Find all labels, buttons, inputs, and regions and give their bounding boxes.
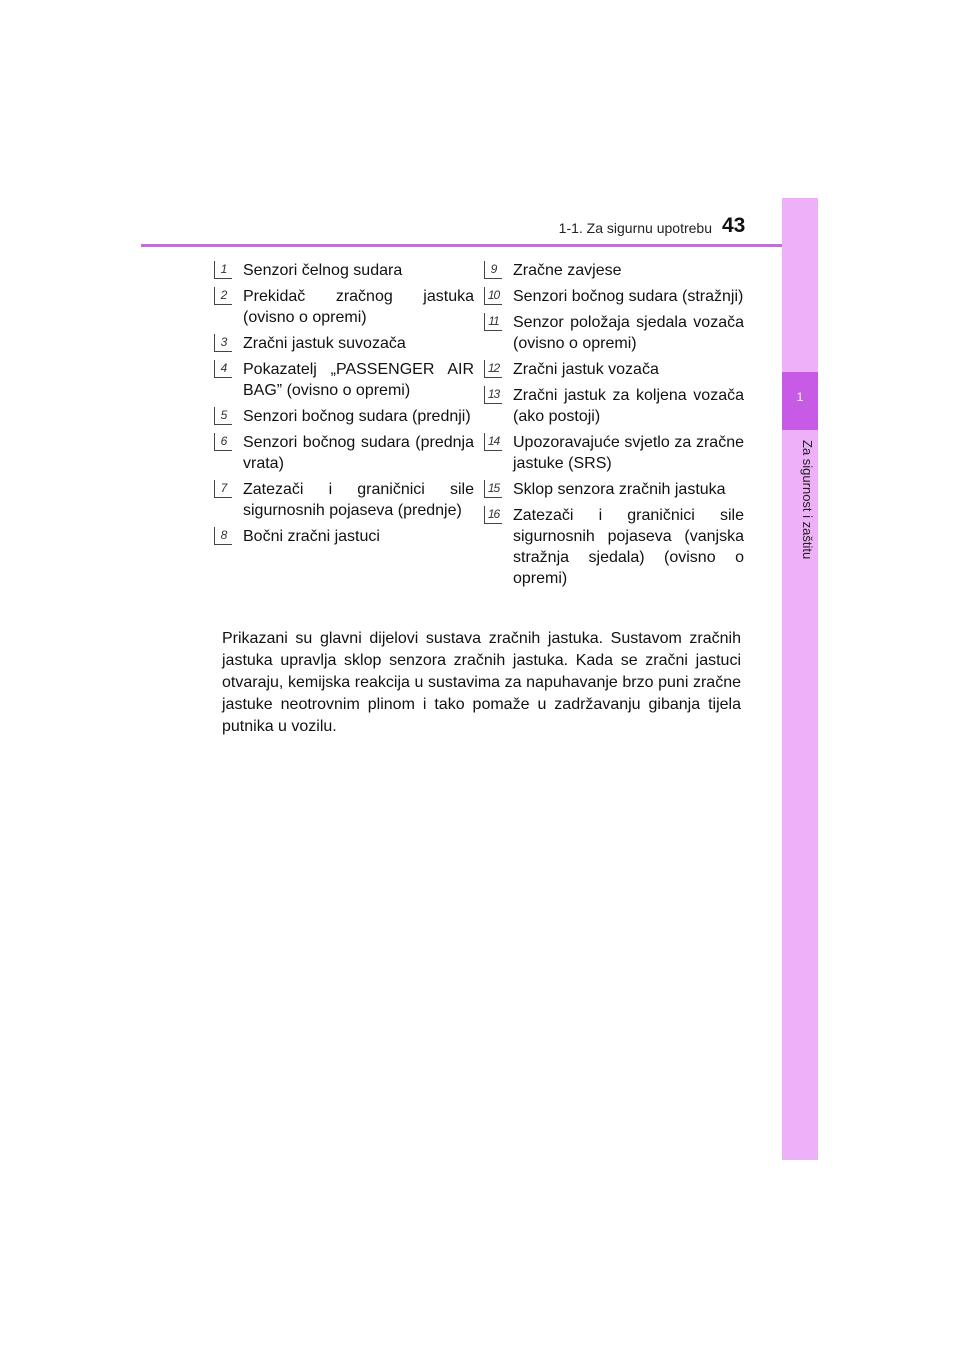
callout-number: 9 (484, 261, 502, 279)
chapter-title: Za sigurnost i zaštitu (800, 440, 815, 560)
legend-text: Zračni jastuk suvozača (243, 335, 406, 352)
callout-number: 8 (214, 527, 232, 545)
legend-text: Upozoravajuće svjetlo za zračne jastuke (SRS) (513, 434, 744, 472)
legend-item (214, 359, 474, 401)
legend-text: Zračni jastuk za koljena vozača (ako postoji) (513, 387, 744, 425)
callout-number: 1 (214, 261, 232, 279)
legend-item (214, 260, 474, 281)
callout-number: 13 (484, 386, 502, 404)
legend-text: Senzor položaja sjedala vozača (ovisno o opremi) (513, 314, 744, 352)
legend-item (484, 359, 744, 380)
legend-item (214, 526, 474, 547)
body-paragraph: Prikazani su glavni dijelovi sustava zračnih jastuka. Sustavom zračnih jastuka upravlja sklop senzora zračnih jastuka. Kada se zračni jastuci otvaraju, kemijska reakcija u sustavima za napuhavanje brzo puni zračne jastuke neotrovnim plinom i tako pomaže u zadržavanju gibanja tijela putnika u vozilu. (222, 630, 741, 735)
section-title: 1-1. Za sigurnu upotrebu (558, 220, 712, 236)
legend-text: Zatezači i graničnici sile sigurnosnih pojaseva (vanjska stražnja sjedala) (ovisno o opremi) (513, 507, 744, 587)
callout-number: 3 (214, 334, 232, 352)
legend-item (214, 432, 474, 474)
legend-item (214, 333, 474, 354)
callout-number: 5 (214, 407, 232, 425)
legend-text: Zračni jastuk vozača (513, 361, 659, 378)
callout-number: 6 (214, 433, 232, 451)
legend-text: Zračne zavjese (513, 262, 622, 279)
callout-number: 12 (484, 360, 502, 378)
legend-item (484, 432, 744, 474)
legend-item (214, 406, 474, 427)
legend-item (484, 505, 744, 589)
legend-text: Prekidač zračnog jastuka (ovisno o opremi) (243, 288, 474, 326)
legend-text: Bočni zračni jastuci (243, 528, 380, 545)
legend-item (484, 385, 744, 427)
legend-text: Senzori bočnog sudara (prednji) (243, 408, 471, 425)
callout-number: 10 (484, 287, 502, 305)
legend-item (484, 479, 744, 500)
legend-right-column (484, 260, 744, 594)
legend-item (214, 479, 474, 521)
legend-text: Senzori bočnog sudara (prednja vrata) (243, 434, 474, 472)
callout-number: 11 (484, 313, 502, 331)
legend-left-column (214, 260, 474, 552)
callout-number: 4 (214, 360, 232, 378)
chapter-number: 1 (796, 390, 804, 404)
header-divider (141, 244, 818, 247)
legend-item (214, 286, 474, 328)
legend-text: Pokazatelj „PASSENGER AIR BAG” (ovisno o opremi) (243, 361, 474, 399)
legend-text: Senzori bočnog sudara (stražnji) (513, 288, 744, 305)
callout-number: 15 (484, 480, 502, 498)
legend-text: Sklop senzora zračnih jastuka (513, 481, 726, 498)
legend-item (484, 312, 744, 354)
legend-text: Senzori čelnog sudara (243, 262, 403, 279)
callout-number: 16 (484, 506, 502, 524)
callout-number: 2 (214, 287, 232, 305)
callout-number: 7 (214, 480, 232, 498)
chapter-side-tab (782, 198, 818, 1160)
page-number: 43 (722, 214, 746, 237)
legend-item (484, 286, 744, 307)
callout-number: 14 (484, 433, 502, 451)
legend-item (484, 260, 744, 281)
legend-text: Zatezači i graničnici sile sigurnosnih pojaseva (prednje) (243, 481, 474, 519)
